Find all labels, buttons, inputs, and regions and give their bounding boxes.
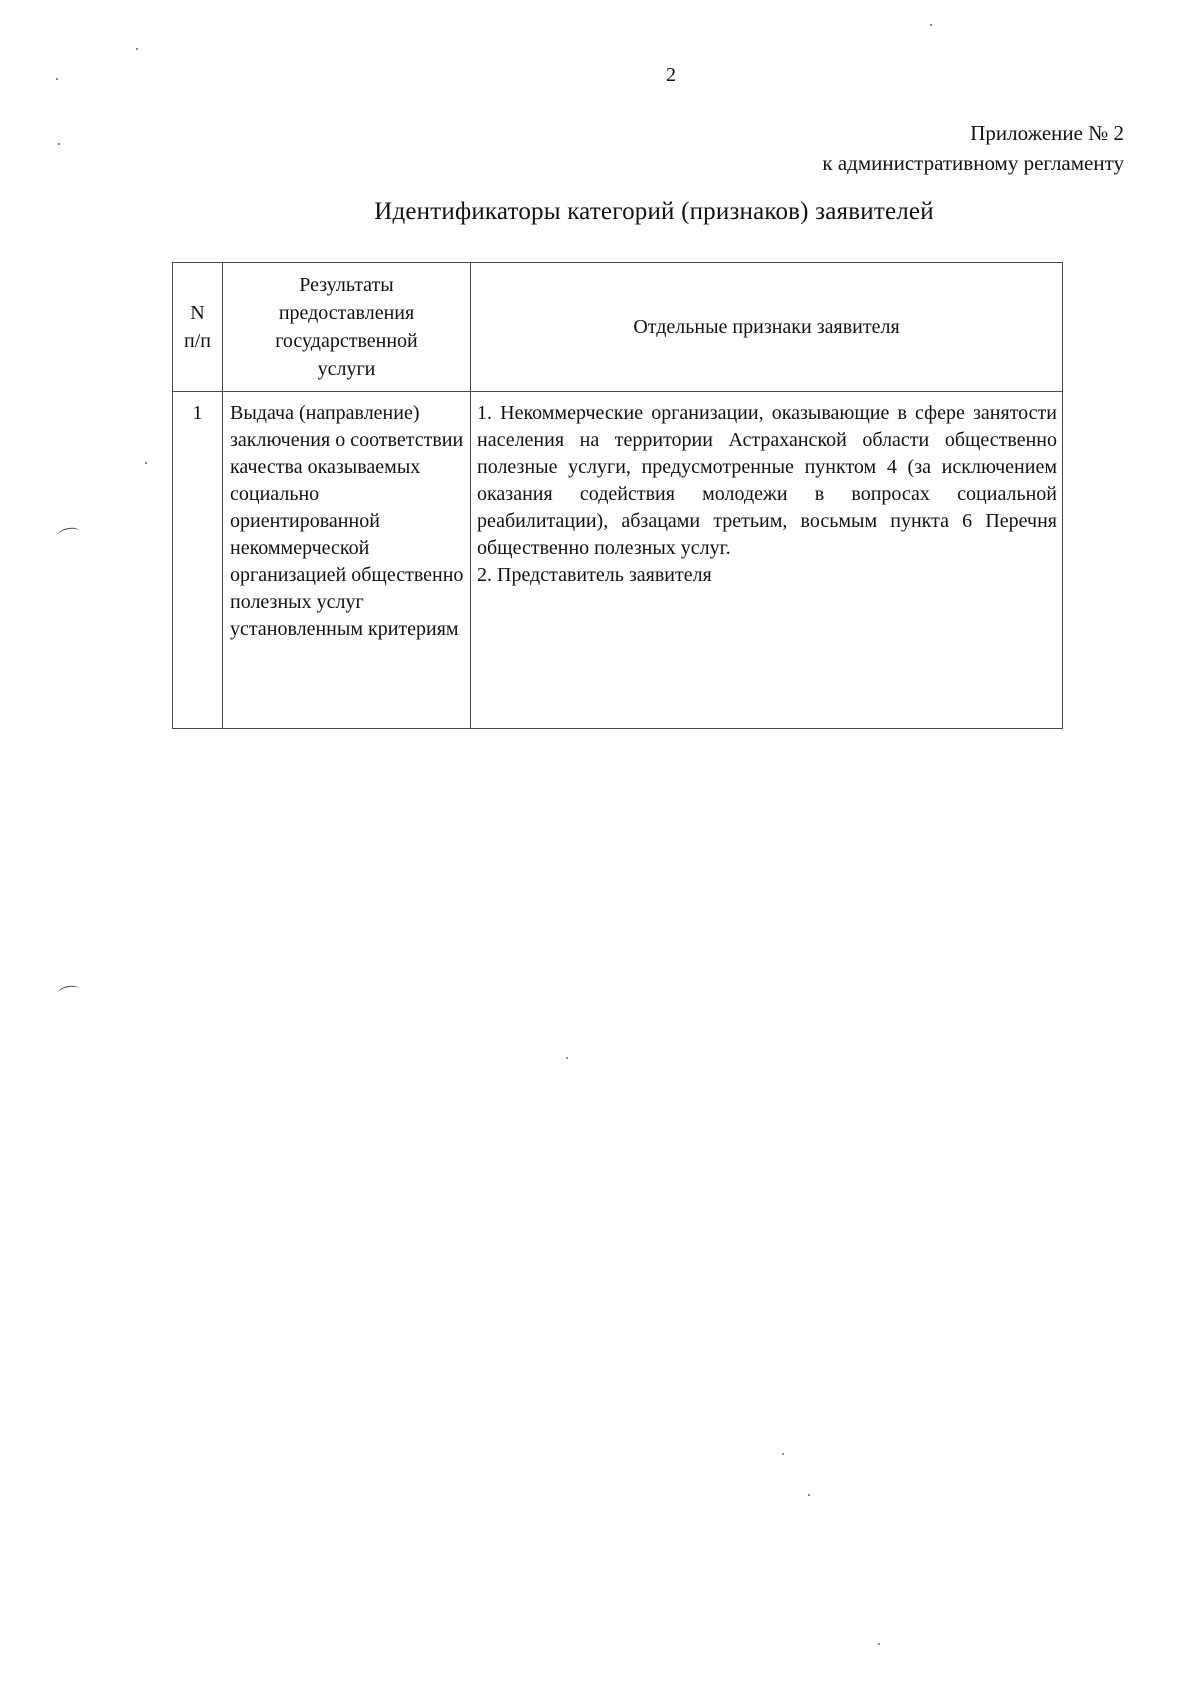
categories-table [172,262,1063,729]
scan-dot [145,462,147,464]
scan-dot [136,48,138,50]
scan-dot [930,24,932,26]
header-number [173,263,223,392]
appendix-line-1: Приложение № 2 [970,121,1124,145]
appendix-line-2: к административному регламенту [822,151,1124,175]
header-number-line-1: N [190,302,205,324]
scan-mark [57,526,81,541]
row-number-cell: 1 [173,392,223,729]
appendix-note [822,118,1124,178]
document-title: Идентификаторы категорий (признаков) заявителей [374,198,934,225]
scan-dot [566,1057,568,1059]
scan-dot [782,1453,784,1455]
scan-dot [58,143,60,145]
scan-dot [878,1643,880,1645]
table-header-row [173,263,1063,392]
row-result-text: Выдача (направление) заключения о соответствии качества оказываемых социально ориентированной некоммерческой организацией общественно полезных услуг установленным критериям [230,402,464,640]
table-row [173,392,1063,729]
header-results [223,263,471,392]
scan-dot [808,1494,810,1496]
header-applicant-signs-text: Отдельные признаки заявителя [633,316,900,338]
applicant-sign-1: 1. Некоммерческие организации, оказывающие в сфере занятости населения на территории Астраханской области общественно полезные услуги, предусмотренные пунктом 4 (за исключением оказания содействия молодежи в вопросах социальной реабилитации), абзацами третьим, восьмым пункта 6 Перечня общественно полезных услуг. [477,402,1057,559]
scan-dot [56,78,58,80]
applicant-sign-2: 2. Представитель заявителя [477,564,712,586]
header-number-line-2: п/п [184,330,211,352]
header-applicant-signs [471,263,1063,392]
header-results-text: Результаты предоставления государственной услуги [275,274,418,380]
scan-mark [57,984,81,999]
row-signs-cell [471,392,1063,729]
row-result-cell [223,392,471,729]
page-number: 2 [666,64,676,86]
